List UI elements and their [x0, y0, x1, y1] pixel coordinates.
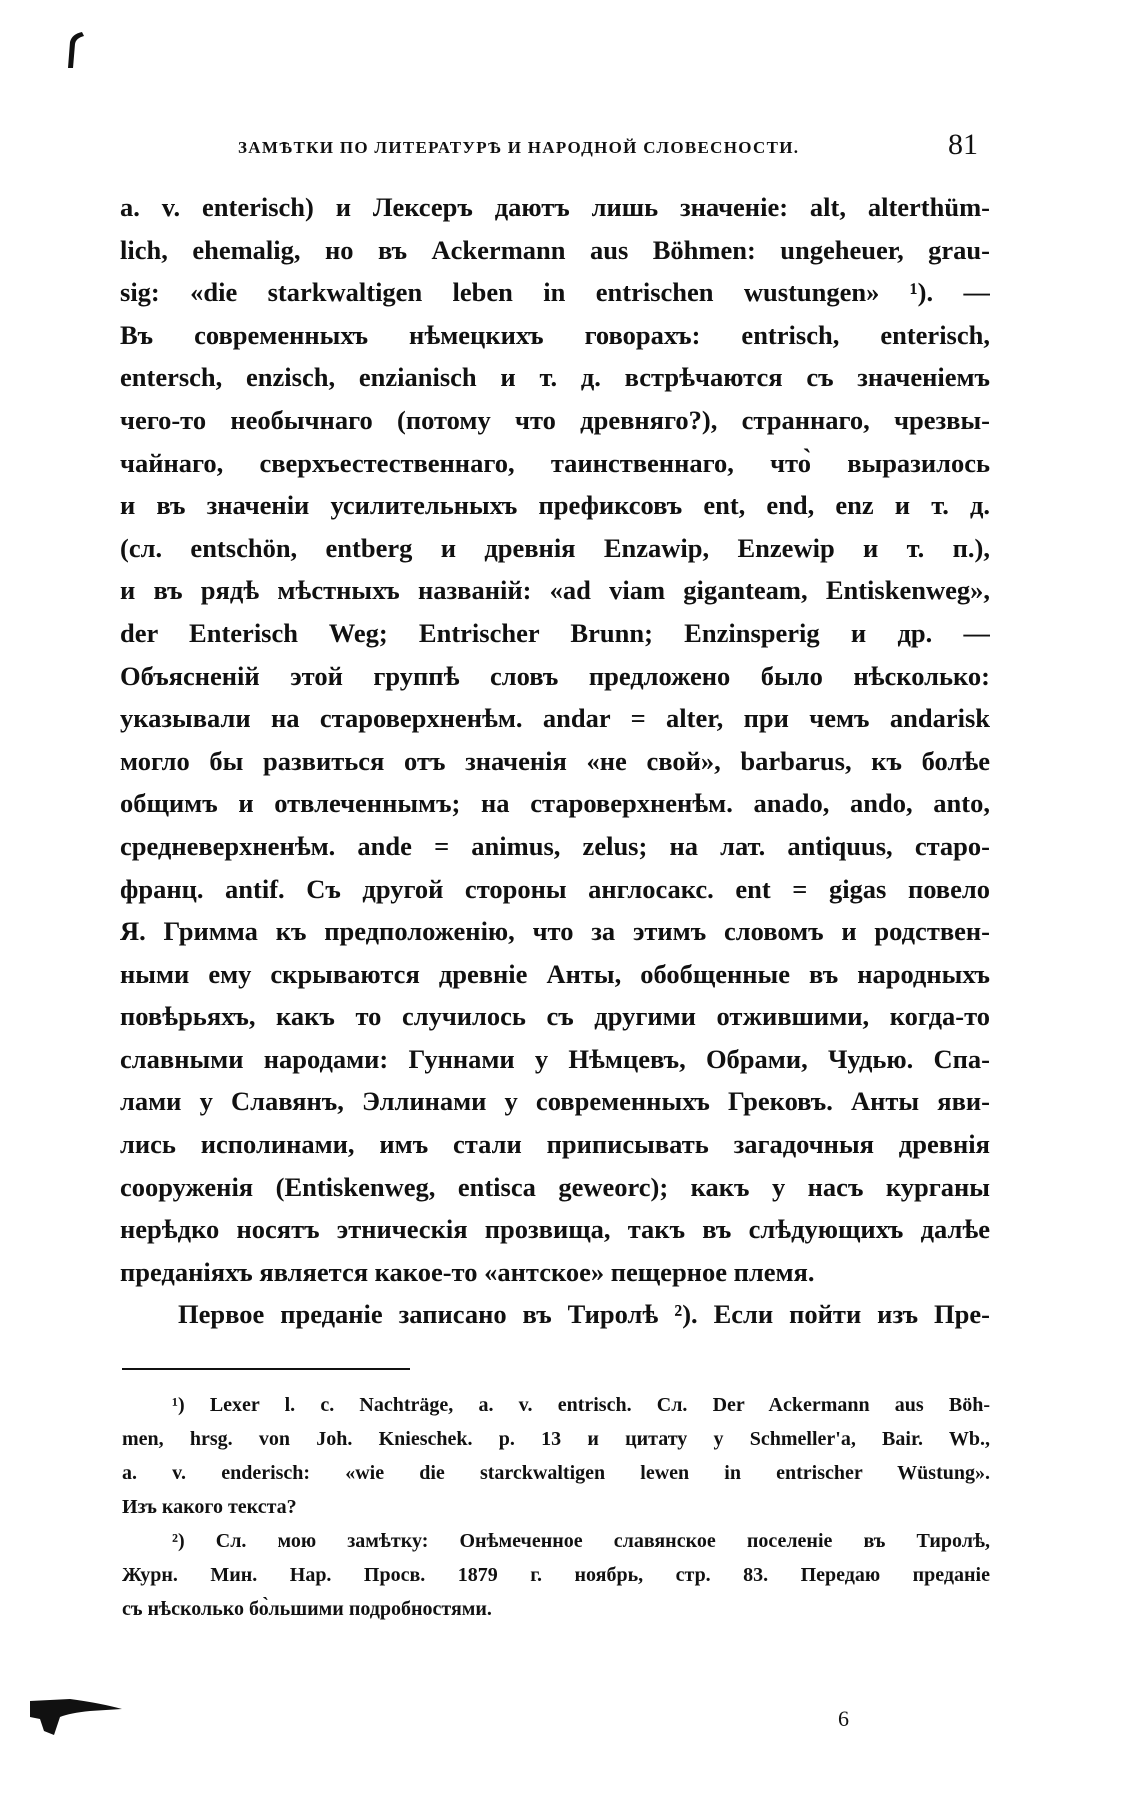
body-text [120, 186, 990, 1336]
body-line: sig: «die starkwaltigen leben in entrischen wustungen» ¹). — [120, 277, 990, 308]
body-line: lich, ehemalig, но въ Ackermann aus Böhmen: ungeheuer, grau- [120, 234, 990, 265]
footnote-line: ²) Сл. мою замѣтку: Онѣмеченное славянское поселеніе въ Тиролѣ, [172, 1530, 990, 1552]
footnote-line: a. v. enderisch: «wie die starckwaltigen lewen in entrischer Wüstung». [122, 1462, 990, 1484]
body-line: entersch, enzisch, enzianisch и т. д. встрѣчаются съ значеніемъ [120, 362, 990, 393]
running-title: ЗАМѢТКИ ПО ЛИТЕРАТУРѢ И НАРОДНОЙ СЛОВЕСНОСТИ. [238, 138, 800, 157]
body-line: общимъ и отвлеченнымъ; на староверхненѣм. anado, ando, anto, [120, 788, 990, 819]
body-line: Объясненій этой группѣ словъ предложено было нѣсколько: [120, 660, 990, 691]
body-line: der Enterisch Weg; Entrischer Brunn; Enzinsperig и др. — [120, 617, 990, 648]
body-line: Я. Гримма къ предположенію, что за этимъ словомъ и родствен- [120, 916, 990, 947]
body-line: сооруженія (Entiskenweg, entisca geweorc); какъ у насъ курганы [120, 1171, 990, 1202]
signature-mark: 6 [838, 1706, 849, 1731]
body-line: повѣрьяхъ, какъ то случилось съ другими отжившими, когда-то [120, 1001, 990, 1032]
footnotes [122, 1388, 990, 1626]
body-line: Въ современныхъ нѣмецкихъ говорахъ: entrisch, enterisch, [120, 319, 990, 350]
page-number: 81 [948, 128, 978, 161]
body-line: чайнаго, сверхъестественнаго, таинственнаго, что̀ выразилось [120, 447, 990, 478]
footnote-line: съ нѣсколько бо̀льшими подробностями. [122, 1598, 492, 1620]
body-line: (сл. entschön, entberg и древнія Enzawip, Enzewip и т. п.), [120, 532, 990, 563]
footnote-line: men, hrsg. von Joh. Knieschek. p. 13 и цитату у Schmeller'a, Bair. Wb., [122, 1428, 990, 1450]
body-line: средневерхненѣм. ande = animus, zelus; на лат. antiquus, старо- [120, 830, 990, 861]
edge-ink-blot [30, 1695, 122, 1737]
footnote-line: Изъ какого текста? [122, 1496, 297, 1518]
body-line: Первое преданіе записано въ Тиролѣ ²). Если пойти изъ Пре- [178, 1299, 990, 1330]
footnote-divider [122, 1368, 410, 1370]
body-line: и въ значеніи усилительныхъ префиксовъ ent, end, enz и т. д. [120, 490, 990, 521]
body-line: a. v. enterisch) и Лексеръ даютъ лишь значеніе: alt, alterthüm- [120, 192, 990, 222]
footnote-line: Журн. Мин. Нар. Просв. 1879 г. ноябрь, стр. 83. Передаю преданіе [122, 1564, 990, 1586]
body-line: чего-то необычнаго (потому что древняго?), страннаго, чрезвы- [120, 404, 990, 435]
body-line: преданіяхъ является какое-то «антское» пещерное племя. [120, 1256, 815, 1287]
footnote-line: ¹) Lexer l. c. Nachträge, a. v. entrisch. Сл. Der Ackermann aus Böh- [172, 1394, 990, 1416]
body-line: нерѣдко носятъ этническія прозвища, такъ въ слѣдующихъ далѣе [120, 1214, 990, 1245]
body-line: указывали на староверхненѣм. andar = alter, при чемъ andarisk [120, 703, 990, 734]
body-line: ными ему скрываются древніе Анты, обобщенные въ народныхъ [120, 958, 990, 989]
corner-ink-mark [64, 28, 86, 70]
body-line: лами у Славянъ, Эллинами у современныхъ Грековъ. Анты яви- [120, 1086, 990, 1117]
body-line: и въ рядѣ мѣстныхъ названій: «ad viam gigantеam, Entiskenweg», [120, 575, 990, 606]
body-line: франц. antif. Съ другой стороны англосакс. ent = gigas повело [120, 873, 990, 904]
body-line: лись исполинами, имъ стали приписывать загадочныя древнія [120, 1129, 990, 1160]
body-line: могло бы развиться отъ значенія «не свой», barbarus, къ болѣе [120, 745, 990, 776]
body-line: славными народами: Гуннами у Нѣмцевъ, Обрами, Чудью. Спа- [120, 1043, 990, 1074]
